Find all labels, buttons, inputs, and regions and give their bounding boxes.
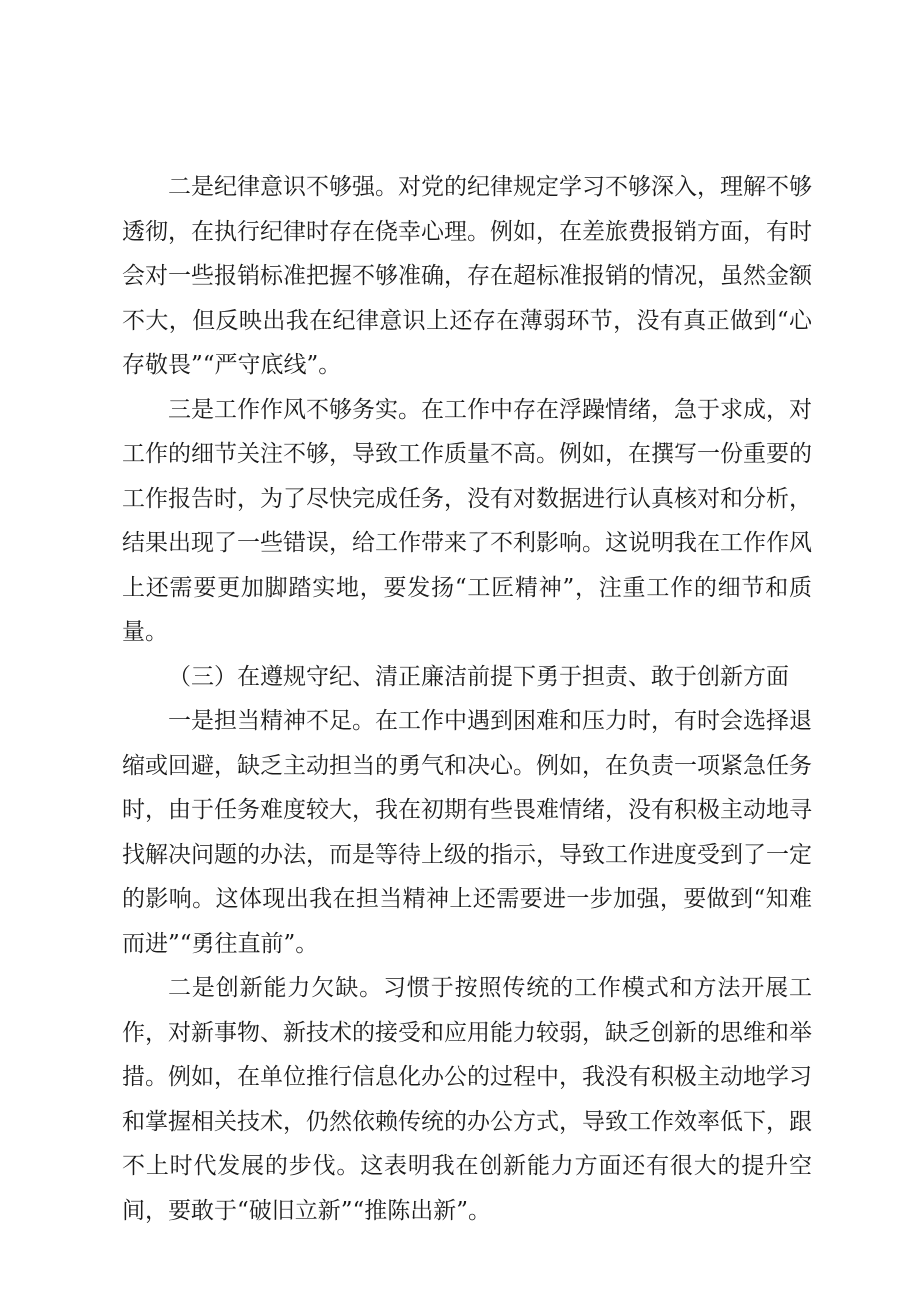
document-body	[122, 165, 812, 1233]
paragraph-discipline-awareness: 二是纪律意识不够强。对党的纪律规定学习不够深入，理解不够透彻，在执行纪律时存在侥幸心理。例如，在差旅费报销方面，有时会对一些报销标准把握不够准确，存在超标准报销的情况，虽然金额不大，但反映出我在纪律意识上还存在薄弱环节，没有真正做到“心存敬畏”“严守底线”。	[122, 174, 812, 378]
paragraph-responsibility: 一是担当精神不足。在工作中遇到困难和压力时，有时会选择退缩或回避，缺乏主动担当的勇气和决心。例如，在负责一项紧急任务时，由于任务难度较大，我在初期有些畏难情绪，没有积极主动地寻找解决问题的办法，而是等待上级的指示，导致工作进度受到了一定的影响。这体现出我在担当精神上还需要进一步加强，要做到“知难而进”“勇往直前”。	[122, 708, 812, 957]
paragraph-innovation: 二是创新能力欠缺。习惯于按照传统的工作模式和方法开展工作，对新事物、新技术的接受和应用能力较弱，缺乏创新的思维和举措。例如，在单位推行信息化办公的过程中，我没有积极主动地学习和掌握相关技术，仍然依赖传统的办公方式，导致工作效率低下，跟不上时代发展的步伐。这表明我在创新能力方面还有很大的提升空间，要敢于“破旧立新”“推陈出新”。	[122, 975, 812, 1224]
paragraph-work-style: 三是工作作风不够务实。在工作中存在浮躁情绪，急于求成，对工作的细节关注不够，导致工作质量不高。例如，在撰写一份重要的工作报告时，为了尽快完成任务，没有对数据进行认真核对和分析，结果出现了一些错误，给工作带来了不利影响。这说明我在工作作风上还需要更加脚踏实地，要发扬“工匠精神”，注重工作的细节和质量。	[122, 396, 812, 645]
section-heading-three: （三）在遵规守纪、清正廉洁前提下勇于担责、敢于创新方面	[168, 663, 789, 690]
